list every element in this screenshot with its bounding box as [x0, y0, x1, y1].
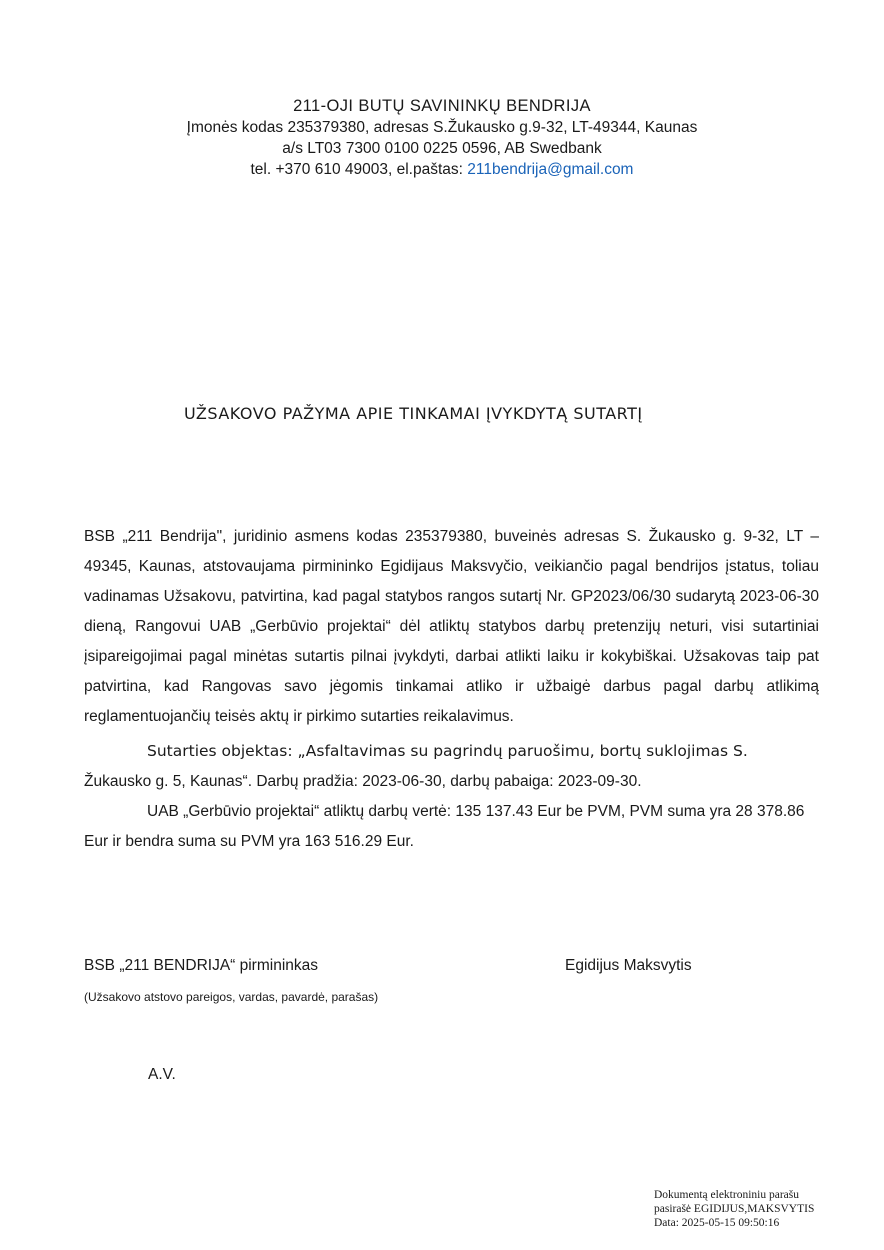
contract-object-first: Sutarties objektas: „Asfaltavimas su pagrindų paruošimu, bortų suklojimas S.	[147, 742, 748, 760]
signer-name: Egidijus Maksvytis	[565, 957, 692, 974]
letterhead	[0, 96, 884, 180]
contact-line	[0, 159, 884, 180]
main-paragraph: BSB „211 Bendrija", juridinio asmens kodas 235379380, buveinės adresas S. Žukausko g. 9-32, LT – 49345, Kaunas, atstovaujama pirmininko Egidijaus Maksvyčio, veikiančio pagal bendrijos įstatus, toliau vadinamas Užsakovu, patvirtina, kad pagal statybos rangos sutartį Nr. GP2023/06/30 sudarytą 2023-06-30 dieną, Rangovui UAB „Gerbūvio projektai“ dėl atliktų statybos darbų pretenzijų neturi, visi sutartiniai įsipareigojimai pagal minėtas sutartis pilnai įvykdyti, darbai atlikti laiku ir kokybiškai. Užsakovas taip pat patvirtina, kad Rangovas savo jėgomis tinkamai atliko ir užbaigė darbus pagal darbų atlikimą reglamentuojančių teisės aktų ir pirkimo sutarties reikalavimus.	[84, 528, 819, 725]
contract-object-rest: Žukausko g. 5, Kaunas“. Darbų pradžia: 2023-06-30, darbų pabaiga: 2023-09-30.	[84, 773, 642, 790]
contract-object-paragraph	[84, 736, 819, 797]
signer-role: BSB „211 BENDRIJA“ pirmininkas	[84, 957, 319, 974]
work-value-paragraph: UAB „Gerbūvio projektai“ atliktų darbų vertė: 135 137.43 Eur be PVM, PVM suma yra 28 378.86 Eur ir bendra suma su PVM yra 163 516.29 Eur.	[84, 803, 805, 850]
company-code-address: Įmonės kodas 235379380, adresas S.Žukausko g.9-32, LT-49344, Kaunas	[186, 119, 698, 136]
email-link[interactable]: 211bendrija@gmail.com	[467, 161, 634, 178]
document-body	[84, 522, 819, 857]
stamp-placeholder: A.V.	[148, 1066, 176, 1083]
phone-text: tel. +370 610 49003, el.paštas:	[250, 161, 468, 178]
bank-account: a/s LT03 7300 0100 0225 0596, AB Swedbank	[282, 140, 602, 157]
document-title: UŽSAKOVO PAŽYMA APIE TINKAMAI ĮVYKDYTĄ SUTARTĮ	[184, 404, 643, 423]
esign-date: Data: 2025-05-15 09:50:16	[654, 1217, 780, 1229]
organization-name: 211-OJI BUTŲ SAVININKŲ BENDRIJA	[293, 97, 591, 115]
signature-caption: (Užsakovo atstovo pareigos, vardas, pavardė, parašas)	[84, 990, 379, 1004]
electronic-signature-stamp	[654, 1188, 814, 1230]
esign-line-1: Dokumentą elektroniniu parašu	[654, 1189, 799, 1201]
esign-line-2: pasirašė EGIDIJUS,MAKSVYTIS	[654, 1203, 815, 1215]
